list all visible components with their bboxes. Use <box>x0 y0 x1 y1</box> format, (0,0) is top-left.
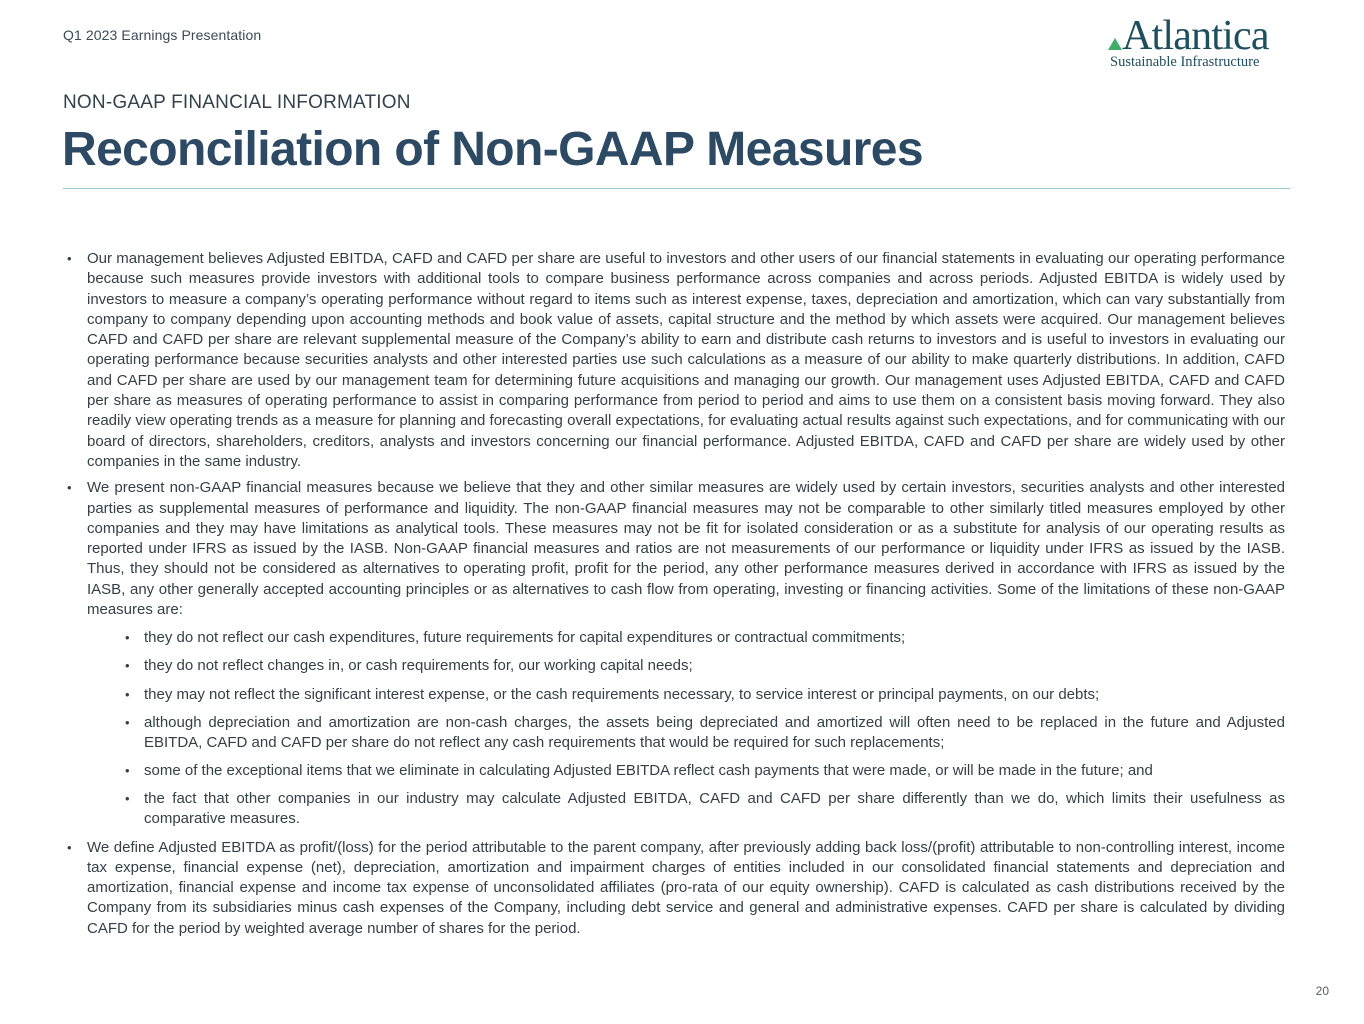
bullet-paragraph: • We define Adjusted EBITDA as profit/(loss) for the period attributable to the parent company, after previously adding back loss/(profit) attributable to non-controlling interest, income tax expense, financial expense (net), depreciation, amortization and impairment charges of entities included in our consolidated financial statements and depreciation and amortization, financial expense and income tax expense of unconsolidated affiliates (pro-rata of our equity ownership). CAFD is calculated as cash distributions received by the Company from its subsidiaries minus cash expenses of the Company, including debt service and general and administrative expenses. CAFD per share is calculated by dividing CAFD for the period by weighted average number of shares for the period. <box>63 838 1285 939</box>
limitations-list <box>63 628 1285 829</box>
presentation-label: Q1 2023 Earnings Presentation <box>63 27 262 43</box>
limitation-item: • they do not reflect our cash expenditures, future requirements for capital expenditures or contractual commitments; <box>63 628 1285 648</box>
limitation-item: • some of the exceptional items that we eliminate in calculating Adjusted EBITDA reflect cash payments that were made, or will be made in the future; and <box>63 761 1285 781</box>
title-divider <box>63 188 1290 189</box>
logo-triangle-icon <box>1108 38 1122 50</box>
atlantica-logo <box>1108 12 1288 74</box>
page-title: Reconciliation of Non-GAAP Measures <box>62 123 923 176</box>
page-number: 20 <box>1315 984 1329 998</box>
limitation-item: • they may not reflect the significant interest expense, or the cash requirements necessary, to service interest or principal payments, on our debts; <box>63 685 1285 705</box>
limitation-item: • although depreciation and amortization are non-cash charges, the assets being depreciated and amortized will often need to be replaced in the future and Adjusted EBITDA, CAFD and CAFD per share do not reflect any cash requirements that would be required for such replacements; <box>63 713 1285 754</box>
logo-tagline: Sustainable Infrastructure <box>1110 54 1260 70</box>
bullet-paragraph: • We present non-GAAP financial measures because we believe that they and other similar measures are widely used by certain investors, securities analysts and other interested parties as supplemental measures of performance and liquidity. The non-GAAP financial measures may not be comparable to other similarly titled measures employed by other companies and they may have limitations as analytical tools. These measures may not be fit for isolated consideration or as a substitute for analysis of our operating results as reported under IFRS as issued by the IASB. Non-GAAP financial measures and ratios are not measurements of our performance or liquidity under IFRS as issued by the IASB. Thus, they should not be considered as alternatives to operating profit, profit for the period, any other performance measures derived in accordance with IFRS as issued by the IASB, any other generally accepted accounting principles or as alternatives to cash flow from operating, investing or financing activities. Some of the limitations of these non-GAAP measures are: <box>63 478 1285 620</box>
bullet-paragraph: • Our management believes Adjusted EBITDA, CAFD and CAFD per share are useful to investors and other users of our financial statements in evaluating our operating performance because such measures provide investors with additional tools to compare business performance across companies and across periods. Adjusted EBITDA is widely used by investors to measure a company’s operating performance without regard to items such as interest expense, taxes, depreciation and amortization, which can vary substantially from company to company depending upon accounting methods and book value of assets, capital structure and the method by which assets were acquired. Our management believes CAFD and CAFD per share are relevant supplemental measure of the Company’s ability to earn and distribute cash returns to investors and is useful to investors in evaluating our operating performance because securities analysts and other interested parties use such calculations as a measure of our ability to make quarterly distributions. In addition, CAFD and CAFD per share are used by our management team for determining future acquisitions and managing our growth. Our management uses Adjusted EBITDA, CAFD and CAFD per share as measures of operating performance to assist in comparing performance from period to period and aims to use them on a consistent basis moving forward. They also readily view operating trends as a measure for planning and forecasting overall expectations, for evaluating actual results against such expectations, and for communicating with our board of directors, shareholders, creditors, analysts and investors concerning our financial performance. Adjusted EBITDA, CAFD and CAFD per share are widely used by other companies in the same industry. <box>63 249 1285 472</box>
content-body <box>63 249 1285 945</box>
limitation-item: • they do not reflect changes in, or cash requirements for, our working capital needs; <box>63 656 1285 676</box>
section-label: NON-GAAP FINANCIAL INFORMATION <box>63 92 411 113</box>
limitation-item: • the fact that other companies in our industry may calculate Adjusted EBITDA, CAFD and CAFD per share differently than we do, which limits their usefulness as comparative measures. <box>63 789 1285 830</box>
logo-wordmark: Atlantica <box>1122 13 1269 59</box>
